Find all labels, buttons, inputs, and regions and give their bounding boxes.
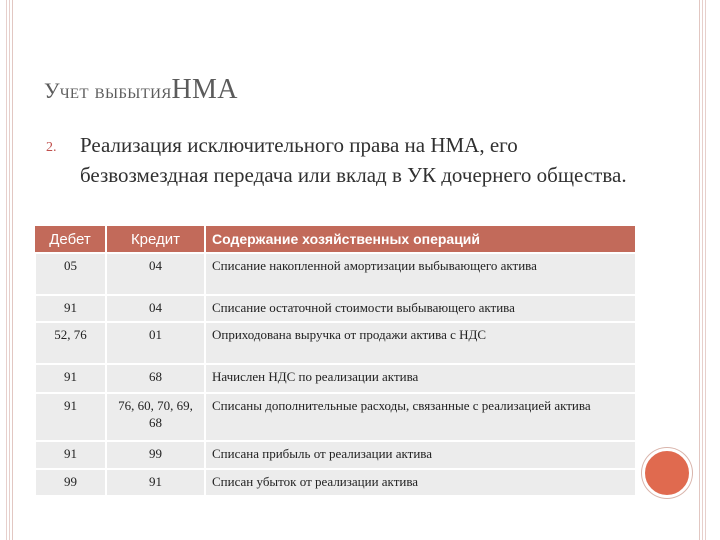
- operations-table: [34, 226, 637, 497]
- slide-title: [44, 74, 238, 106]
- cell-debit: 52, 76: [35, 322, 106, 364]
- cell-debit: 91: [35, 364, 106, 393]
- cell-credit: 04: [106, 295, 205, 322]
- table-row: [35, 441, 636, 469]
- frame-rail-right-inner: [702, 0, 703, 540]
- cell-credit: 76, 60, 70, 69, 68: [106, 393, 205, 441]
- cell-debit: 91: [35, 295, 106, 322]
- table-row: [35, 469, 636, 496]
- frame-rail-left-outer: [6, 0, 7, 540]
- header-operations: Содержание хозяйственных операций: [205, 226, 636, 253]
- decorative-circle: [642, 448, 692, 498]
- table-row: [35, 364, 636, 393]
- cell-debit: 91: [35, 393, 106, 441]
- slide-title-small: Учет выбытия: [44, 78, 172, 103]
- cell-operation: Списание остаточной стоимости выбывающего актива: [205, 295, 636, 322]
- list-number: 2.: [46, 140, 57, 155]
- cell-credit: 68: [106, 364, 205, 393]
- table-row: [35, 253, 636, 295]
- cell-credit: 04: [106, 253, 205, 295]
- cell-credit: 99: [106, 441, 205, 469]
- cell-operation: Списаны дополнительные расходы, связанные с реализацией актива: [205, 393, 636, 441]
- cell-operation: Начислен НДС по реализации актива: [205, 364, 636, 393]
- cell-operation: Списание накопленной амортизации выбывающего актива: [205, 253, 636, 295]
- cell-credit: 91: [106, 469, 205, 496]
- cell-debit: 91: [35, 441, 106, 469]
- frame-rail-right-outer: [705, 0, 706, 540]
- table-row: [35, 393, 636, 441]
- slide-title-large: НМА: [171, 74, 238, 105]
- table-row: [35, 295, 636, 322]
- body-text: Реализация исключительного права на НМА, его безвозмездная передача или вклад в УК дочернего общества.: [80, 133, 627, 187]
- table-row: [35, 322, 636, 364]
- cell-debit: 99: [35, 469, 106, 496]
- frame-rail-left-inner: [9, 0, 10, 540]
- header-credit: Кредит: [106, 226, 205, 253]
- table-header-row: [35, 226, 636, 253]
- cell-debit: 05: [35, 253, 106, 295]
- cell-operation: Списан убыток от реализации актива: [205, 469, 636, 496]
- cell-credit: 01: [106, 322, 205, 364]
- cell-operation: Оприходована выручка от продажи актива с НДС: [205, 322, 636, 364]
- header-debit: Дебет: [35, 226, 106, 253]
- cell-operation: Списана прибыль от реализации актива: [205, 441, 636, 469]
